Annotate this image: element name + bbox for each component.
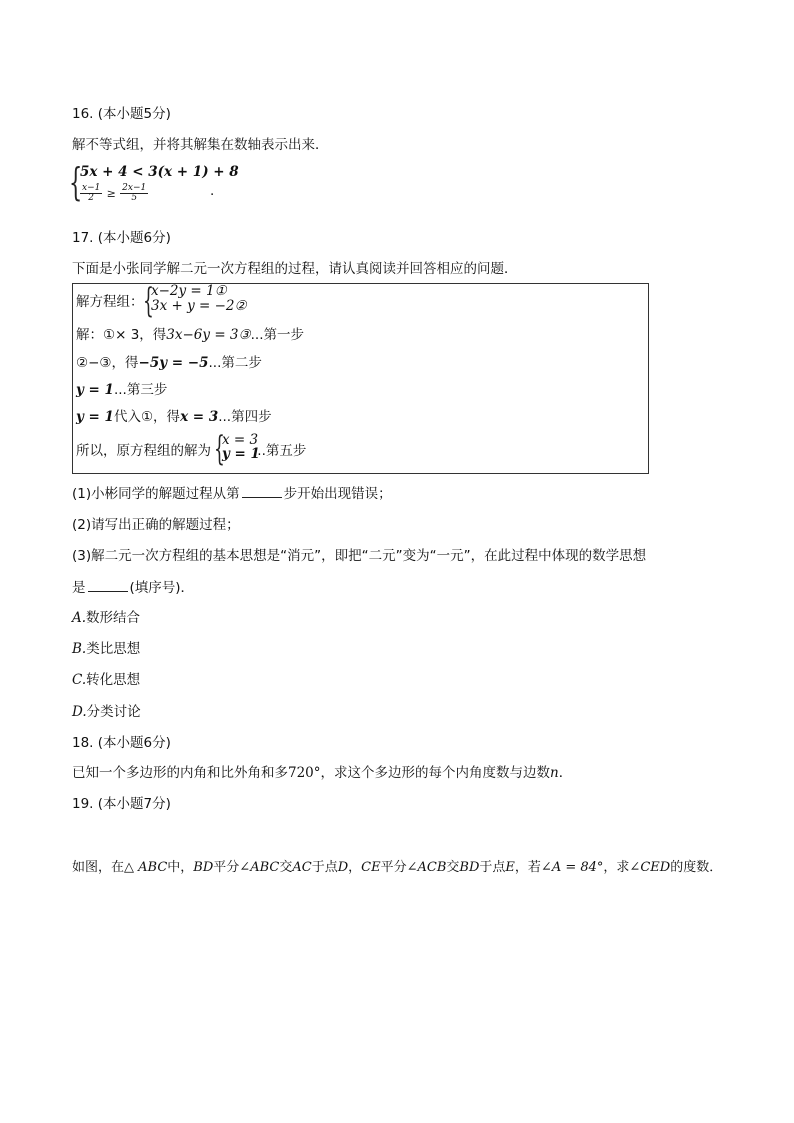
q17-step3: y = 1...第三步: [76, 382, 168, 398]
q17-eq2: 3x + y = −2②: [151, 298, 247, 314]
q17-option-a: A.数形结合: [72, 610, 141, 626]
q19-text: 如图，在△ ABC中，BD平分∠ABC交AC于点D，CE平分∠ACB交BD于点E，若∠A = 84°，求∠CED的度数．: [72, 860, 723, 875]
q18-header: 18. (本小题6分): [72, 735, 171, 751]
q16-frac-right: $\frac{2x-1}{5}$: [122, 182, 147, 203]
q16-inequality-2: $\frac{x-1}{2}$ ≥ $\frac{2x-1}{5}$: [82, 182, 147, 203]
q17-sub2: (2)请写出正确的解题过程；: [72, 517, 240, 533]
q17-sol1: x = 3: [222, 432, 259, 448]
q17-option-d: D.分类讨论: [72, 704, 141, 720]
q17-box-title: 解方程组：: [76, 294, 144, 310]
q17-eq1: x−2y = 1①: [151, 283, 227, 299]
q16-frac-left: $\frac{x-1}{2}$: [82, 182, 101, 203]
q17-brace: {: [143, 281, 154, 321]
q17-step5-label: 所以，原方程组的解为: [76, 443, 211, 459]
q17-sub3-line1: (3)解二元一次方程组的基本思想是“消元”，即把“二元”变为“一元”，在此过程中体现的数学思想: [72, 548, 647, 564]
q17-option-b: B.类比思想: [72, 641, 141, 657]
q18-text: 已知一个多边形的内角和比外角和多720°，求这个多边形的每个内角度数与边数n．: [72, 765, 573, 781]
q19-header: 19. (本小题7分): [72, 796, 171, 812]
q17-system: [151, 284, 247, 314]
q16-header: 16. (本小题5分): [72, 106, 171, 122]
q17-sub3-blank[interactable]: [88, 578, 128, 592]
q17-sub1-blank[interactable]: [242, 484, 282, 498]
q17-option-c: C.转化思想: [72, 672, 141, 688]
q17-step2: ②−③，得−5y = −5...第二步: [76, 355, 262, 371]
q17-step4: y = 1代入①，得x = 3...第四步: [76, 409, 272, 425]
q16-inequality-1: 5x + 4 < 3(x + 1) + 8: [80, 164, 239, 180]
q17-header: 17. (本小题6分): [72, 230, 171, 246]
q17-sub1: (1)小彬同学的解题过程从第 步开始出现错误；: [72, 486, 392, 502]
q16-system: [80, 162, 239, 205]
q17-step1: 解：①× 3，得3x−6y = 3③...第一步: [76, 327, 304, 343]
q16-brace: {: [69, 160, 83, 204]
q17-step5-tag: ...第五步: [253, 443, 307, 459]
q17-sol2: y = 1: [222, 446, 260, 462]
q17-prompt: 下面是小张同学解二元一次方程组的过程，请认真阅读并回答相应的问题．: [72, 261, 518, 277]
q17-sub3-line2: 是 (填序号)．: [72, 580, 195, 596]
q16-prompt: 解不等式组，并将其解集在数轴表示出来．: [72, 137, 329, 153]
q16-trailing-dot: .: [210, 183, 215, 199]
q17-solution-brace: {: [214, 429, 225, 469]
